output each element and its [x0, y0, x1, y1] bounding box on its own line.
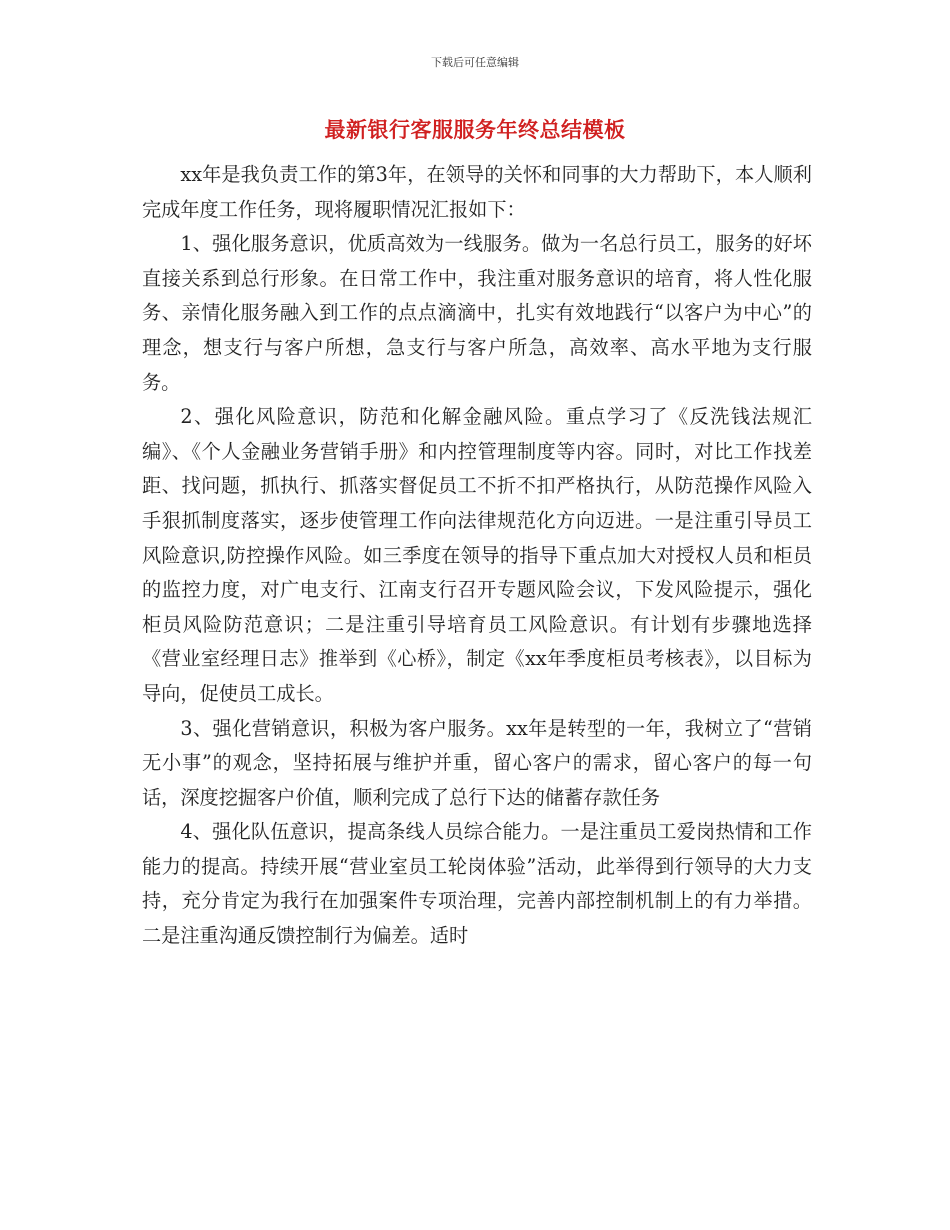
paragraph-risk-awareness: 2、强化风险意识，防范和化解金融风险。重点学习了《反洗钱法规汇编》、《个人金融业务营销手册》和内控管理制度等内容。同时，对比工作找差距、找问题，抓执行、抓落实督促员工不折不扣严格执行，从防范操作风险入手狠抓制度落实，逐步使管理工作向法律规范化方向迈进。一是注重引导员工风险意识,防控操作风险。如三季度在领导的指导下重点加大对授权人员和柜员的监控力度，对广电支行、江南支行召开专题风险会议，下发风险提示，强化柜员风险防范意识；二是注重引导培育员工风险意识。有计划有步骤地选择《营业室经理日志》推举到《心桥》，制定《xx年季度柜员考核表》，以目标为导向，促使员工成长。: [142, 405, 812, 705]
paragraph-team-awareness: 4、强化队伍意识，提高条线人员综合能力。一是注重员工爱岗热情和工作能力的提高。持续开展“营业室员工轮岗体验”活动，此举得到行领导的大力支持，充分肯定为我行在加强案件专项治理，完善内部控制机制上的有力举措。二是注重沟通反馈控制行为偏差。适时: [142, 820, 812, 948]
document-body: [142, 158, 812, 954]
intro-paragraph: xx年是我负责工作的第3年，在领导的关怀和同事的大力帮助下，本人顺利完成年度工作任务，现将履职情况汇报如下：: [142, 163, 812, 221]
paragraph-marketing-awareness: 3、强化营销意识，积极为客户服务。xx年是转型的一年，我树立了“营销无小事”的观念，坚持拓展与维护并重，留心客户的需求，留心客户的每一句话，深度挖掘客户价值，顺利完成了总行下达的储蓄存款任务: [142, 716, 812, 809]
document-title: 最新银行客服服务年终总结模板: [324, 118, 626, 142]
header-note: 下载后可任意编辑: [431, 56, 519, 69]
paragraph-service-awareness: 1、强化服务意识，优质高效为一线服务。做为一名总行员工，服务的好坏直接关系到总行形象。在日常工作中，我注重对服务意识的培育，将人性化服务、亲情化服务融入到工作的点点滴滴中，扎实有效地践行“以客户为中心”的理念，想支行与客户所想，急支行与客户所急，高效率、高水平地为支行服务。: [142, 232, 812, 394]
